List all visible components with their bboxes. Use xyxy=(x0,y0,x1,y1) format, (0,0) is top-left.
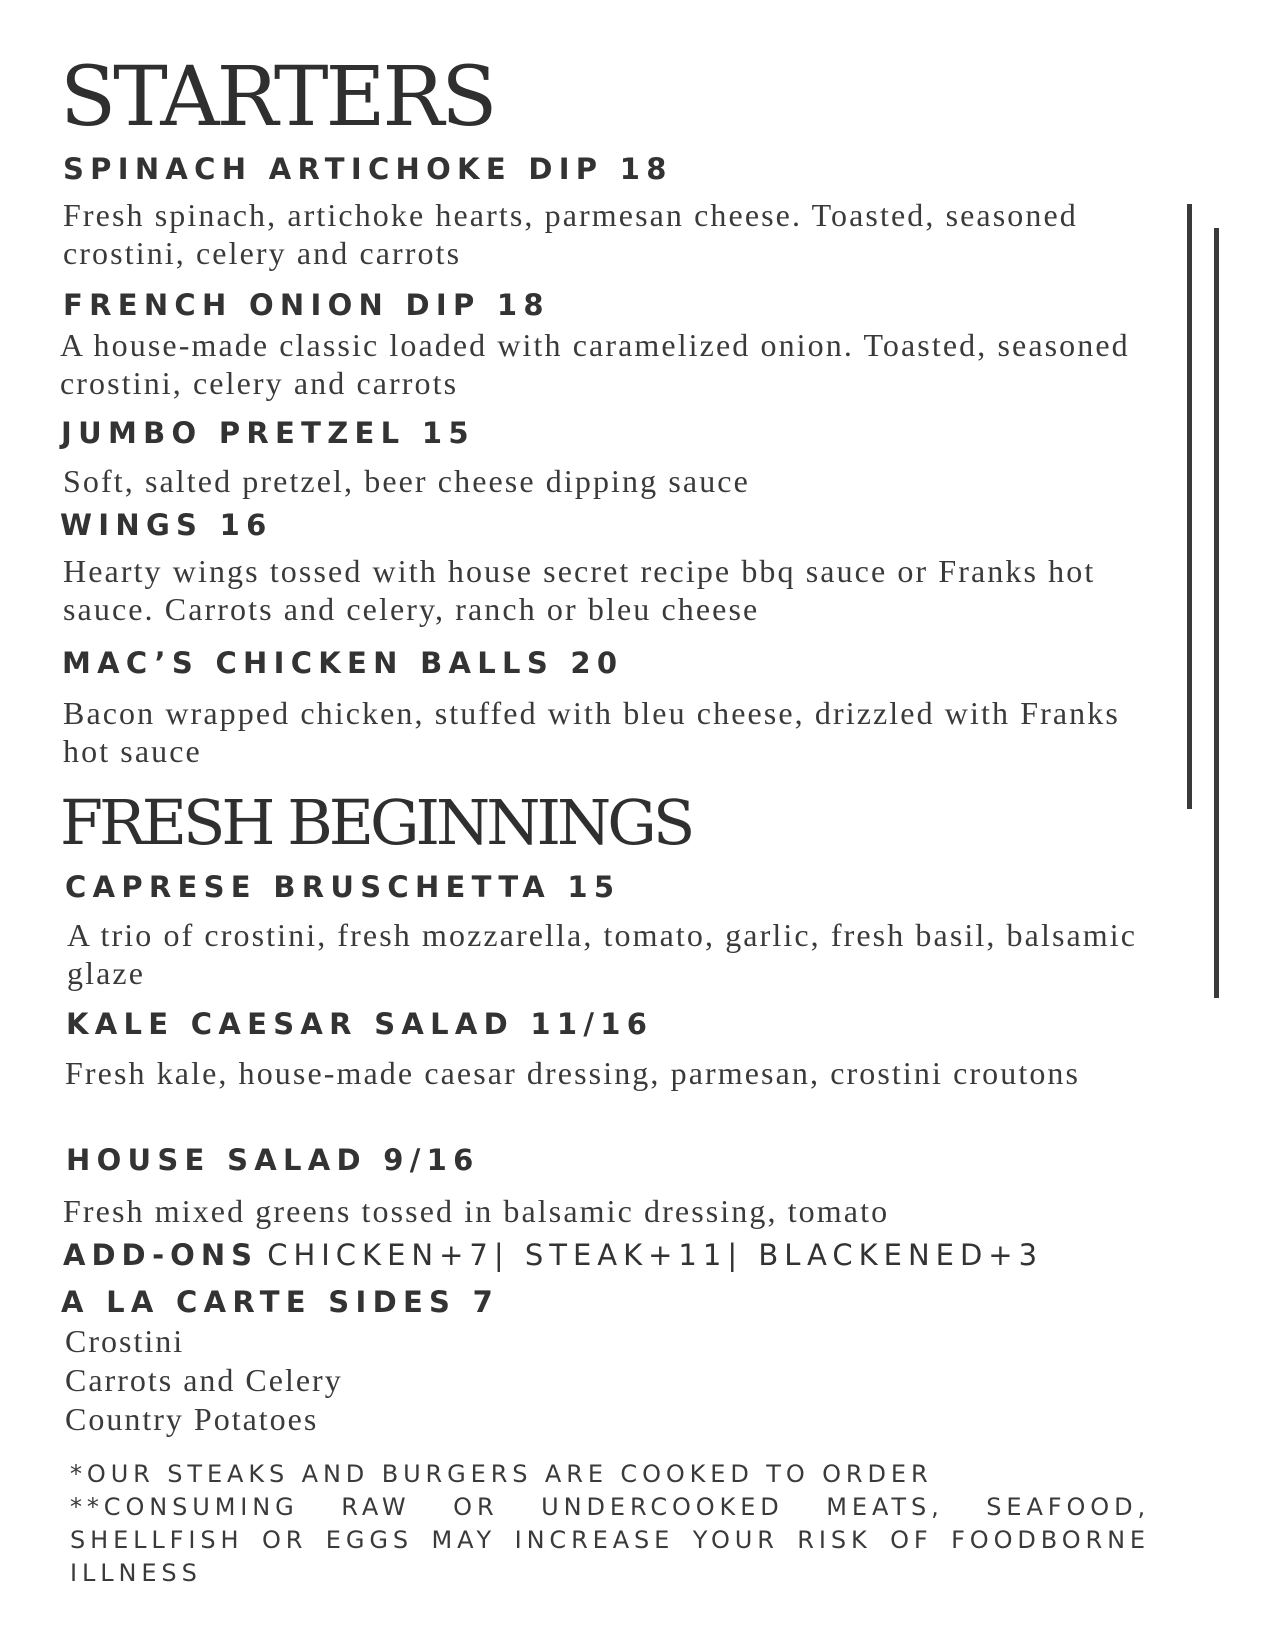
footnotes xyxy=(70,1458,1150,1590)
add-ons-options: CHICKEN+7| STEAK+11| BLACKENED+3 xyxy=(267,1238,1044,1272)
sides-list xyxy=(65,1322,343,1439)
menu-item-title: HOUSE SALAD 9/16 xyxy=(66,1143,480,1177)
add-ons-line xyxy=(63,1238,1043,1272)
menu-item-title: KALE CAESAR SALAD 11/16 xyxy=(66,1007,654,1041)
menu-item-title: MAC’S CHICKEN BALLS 20 xyxy=(62,646,624,680)
menu-item-description: A trio of crostini, fresh mozzarella, tomato, garlic, fresh basil, balsamic glaze xyxy=(67,917,1138,991)
footnote-raw-warning: **CONSUMING RAW OR UNDERCOOKED MEATS, SEAFOOD, SHELLFISH OR EGGS MAY INCREASE YOUR RISK OF FOODBORNE ILLNESS xyxy=(70,1493,1150,1587)
decorative-line-right xyxy=(1214,228,1219,998)
side-item: Carrots and Celery xyxy=(65,1362,343,1398)
menu-item-title: FRENCH ONION DIP 18 xyxy=(63,288,550,322)
menu-item-description: Soft, salted pretzel, beer cheese dipping sauce xyxy=(63,463,750,499)
menu-item-description: Fresh kale, house-made caesar dressing, parmesan, crostini croutons xyxy=(65,1055,1081,1091)
decorative-line-left xyxy=(1187,204,1192,809)
side-item: Crostini xyxy=(65,1323,185,1359)
menu-item-title: CAPRESE BRUSCHETTA 15 xyxy=(65,870,621,904)
side-item: Country Potatoes xyxy=(65,1401,319,1437)
menu-item-description: Fresh spinach, artichoke hearts, parmesan cheese. Toasted, seasoned crostini, celery and carrots xyxy=(63,197,1078,271)
menu-item-title: SPINACH ARTICHOKE DIP 18 xyxy=(63,152,673,186)
menu-item-description: A house-made classic loaded with caramelized onion. Toasted, seasoned crostini, celery and carrots xyxy=(60,327,1130,401)
menu-item-description: Hearty wings tossed with house secret recipe bbq sauce or Franks hot sauce. Carrots and celery, ranch or bleu cheese xyxy=(63,553,1096,627)
menu-item-title: WINGS 16 xyxy=(60,508,273,542)
menu-item-title: JUMBO PRETZEL 15 xyxy=(61,416,475,450)
menu-item-description: Fresh mixed greens tossed in balsamic dressing, tomato xyxy=(63,1193,890,1229)
footnote-cooked-to-order: *OUR STEAKS AND BURGERS ARE COOKED TO ORDER xyxy=(70,1460,933,1488)
sides-heading: A LA CARTE SIDES 7 xyxy=(61,1285,500,1319)
fresh-beginnings-heading: FRESH BEGINNINGS xyxy=(60,786,692,859)
starters-heading: STARTERS xyxy=(60,50,495,145)
menu-item-description: Bacon wrapped chicken, stuffed with bleu cheese, drizzled with Franks hot sauce xyxy=(63,695,1120,769)
add-ons-label: ADD-ONS xyxy=(63,1238,258,1272)
